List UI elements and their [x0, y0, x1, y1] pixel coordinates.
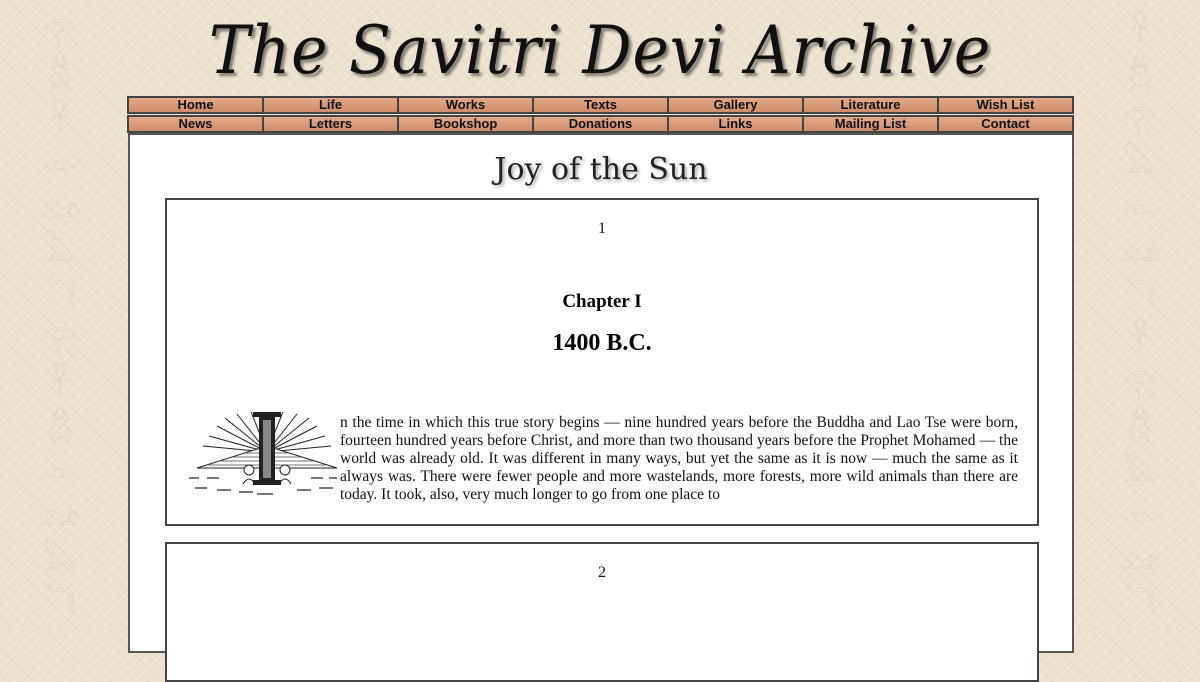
chapter-subtitle: 1400 B.C. [552, 330, 652, 356]
page-number-2: 2 [598, 564, 606, 581]
hieroglyph-decoration-right: 𓋹 𓆣 𓂀 𓅓 𓁹 𓃭 𓆓 𓋹 𓂀 𓆣 𓅓 𓁹 𓃭 𓆓 [1119, 14, 1161, 621]
nav-letters[interactable]: Letters [263, 115, 398, 133]
main-nav-row-2 [127, 115, 1074, 133]
chapter-title: Chapter I [562, 291, 642, 312]
nav-life[interactable]: Life [263, 96, 398, 114]
nav-works[interactable]: Works [398, 96, 533, 114]
nav-home[interactable]: Home [127, 96, 263, 114]
nav-gallery[interactable]: Gallery [668, 96, 803, 114]
ornamental-sun-dropcap-icon [187, 412, 339, 504]
nav-news[interactable]: News [127, 115, 263, 133]
hieroglyph-decoration-left: 𓂀 𓆣 𓋹 𓁹 𓃭 𓅓 𓆓 𓂀 𓋹 𓆣 𓁹 𓃭 𓅓 𓆓 [39, 14, 81, 621]
nav-donations[interactable]: Donations [533, 115, 668, 133]
nav-mailing-list[interactable]: Mailing List [803, 115, 938, 133]
nav-texts[interactable]: Texts [533, 96, 668, 114]
nav-contact[interactable]: Contact [938, 115, 1074, 133]
book-page-panel-2 [165, 542, 1039, 682]
chapter-body-text: n the time in which this true story begins — nine hundred years before the Buddha and Lao Tse were born, fourteen hundred years before Christ, and more than two thousand years before the Prophet Mohamed — the world was already old. It was different in many ways, but yet the same as it is now — much the same as it always was. There were fewer people and more wastelands, more forests, more wild animals than there are today. It took, also, very much longer to go from one place to [340, 414, 1018, 503]
main-nav-row-1 [127, 96, 1074, 114]
main-content [128, 133, 1074, 653]
nav-bookshop[interactable]: Bookshop [398, 115, 533, 133]
nav-literature[interactable]: Literature [803, 96, 938, 114]
page-number: 1 [598, 220, 606, 237]
nav-links[interactable]: Links [668, 115, 803, 133]
book-page-panel [165, 198, 1039, 526]
site-title-logo[interactable]: The Savitri Devi Archive [208, 12, 992, 89]
nav-wish-list[interactable]: Wish List [938, 96, 1074, 114]
page-heading: Joy of the Sun [494, 152, 708, 187]
